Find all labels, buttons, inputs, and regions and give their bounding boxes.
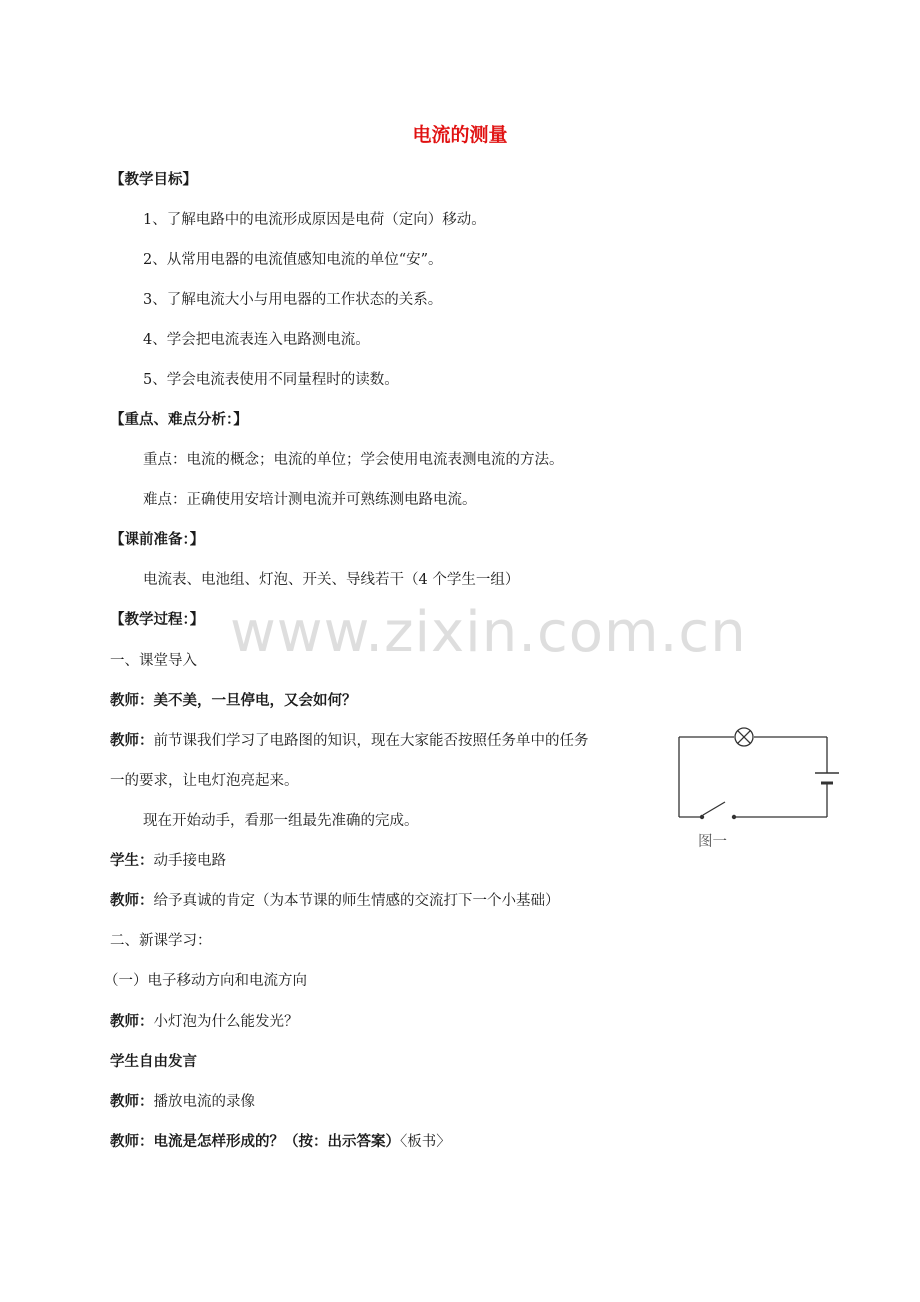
teacher-line xyxy=(110,731,589,751)
goal-item: 5、学会电流表使用不同量程时的读数。 xyxy=(143,372,399,388)
teacher-label: 教师： xyxy=(110,893,154,909)
teacher-label: 教师： xyxy=(110,1134,154,1150)
teacher-label: 教师： xyxy=(110,1094,154,1110)
board-note: 〈板书〉 xyxy=(400,1134,451,1150)
teacher-line xyxy=(110,691,357,711)
circuit-diagram xyxy=(670,722,850,862)
teacher-label: 教师： xyxy=(110,733,154,749)
prep-text: 电流表、电池组、灯泡、开关、导线若干（4 个学生一组） xyxy=(143,572,520,588)
teacher-label: 教师： xyxy=(110,693,154,709)
teacher-label: 教师： xyxy=(110,1014,154,1030)
prep-heading: 【课前准备：】 xyxy=(110,532,205,548)
switch-terminal xyxy=(700,815,704,819)
student-free-speech: 学生自由发言 xyxy=(110,1054,197,1070)
switch-icon xyxy=(703,802,725,815)
teacher-text: 前节课我们学习了电路图的知识，现在大家能否按照任务单中的任务 xyxy=(153,733,589,749)
student-text: 动手接电路 xyxy=(153,853,226,869)
student-line xyxy=(110,851,226,871)
page-title: 电流的测量 xyxy=(412,124,508,146)
teacher-text: 播放电流的录像 xyxy=(153,1094,255,1110)
section-new-lesson: 二、新课学习： xyxy=(110,933,212,949)
lamp-icon xyxy=(735,728,753,746)
difficulty-point: 难点：正确使用安培计测电流并可熟练测电路电流。 xyxy=(143,492,477,508)
teacher-text: 给予真诚的肯定（为本节课的师生情感的交流打下一个小基础） xyxy=(153,893,560,909)
teacher-question: 电流是怎样形成的？（按：出示答案） xyxy=(153,1134,400,1150)
process-heading: 【教学过程：】 xyxy=(110,612,205,628)
key-point: 重点：电流的概念；电流的单位；学会使用电流表测电流的方法。 xyxy=(143,452,564,468)
teacher-text-continued: 一的要求，让电灯泡亮起来。 xyxy=(110,773,299,789)
teacher-line xyxy=(110,1012,299,1032)
battery-icon xyxy=(815,773,839,783)
subsection-heading: （一）电子移动方向和电流方向 xyxy=(104,973,307,989)
goal-item: 2、从常用电器的电流值感知电流的单位“安”。 xyxy=(143,252,443,268)
teacher-line xyxy=(110,891,560,911)
teacher-text: 现在开始动手，看那一组最先准确的完成。 xyxy=(143,813,419,829)
watermark: www.zixin.com.cn xyxy=(230,600,747,665)
goal-item: 3、了解电流大小与用电器的工作状态的关系。 xyxy=(143,292,443,308)
figure-caption: 图一 xyxy=(698,834,727,850)
teacher-text: 小灯泡为什么能发光？ xyxy=(153,1014,299,1030)
section-intro: 一、课堂导入 xyxy=(110,653,197,669)
teacher-line xyxy=(110,1132,451,1152)
teacher-text: 美不美，一旦停电，又会如何？ xyxy=(153,693,357,709)
switch-terminal xyxy=(732,815,736,819)
goals-heading: 【教学目标】 xyxy=(110,172,197,188)
teacher-line xyxy=(110,1092,255,1112)
student-label: 学生： xyxy=(110,853,154,869)
analysis-heading: 【重点、难点分析：】 xyxy=(110,412,248,428)
goal-item: 1、了解电路中的电流形成原因是电荷（定向）移动。 xyxy=(143,212,486,228)
goal-item: 4、学会把电流表连入电路测电流。 xyxy=(143,332,370,348)
